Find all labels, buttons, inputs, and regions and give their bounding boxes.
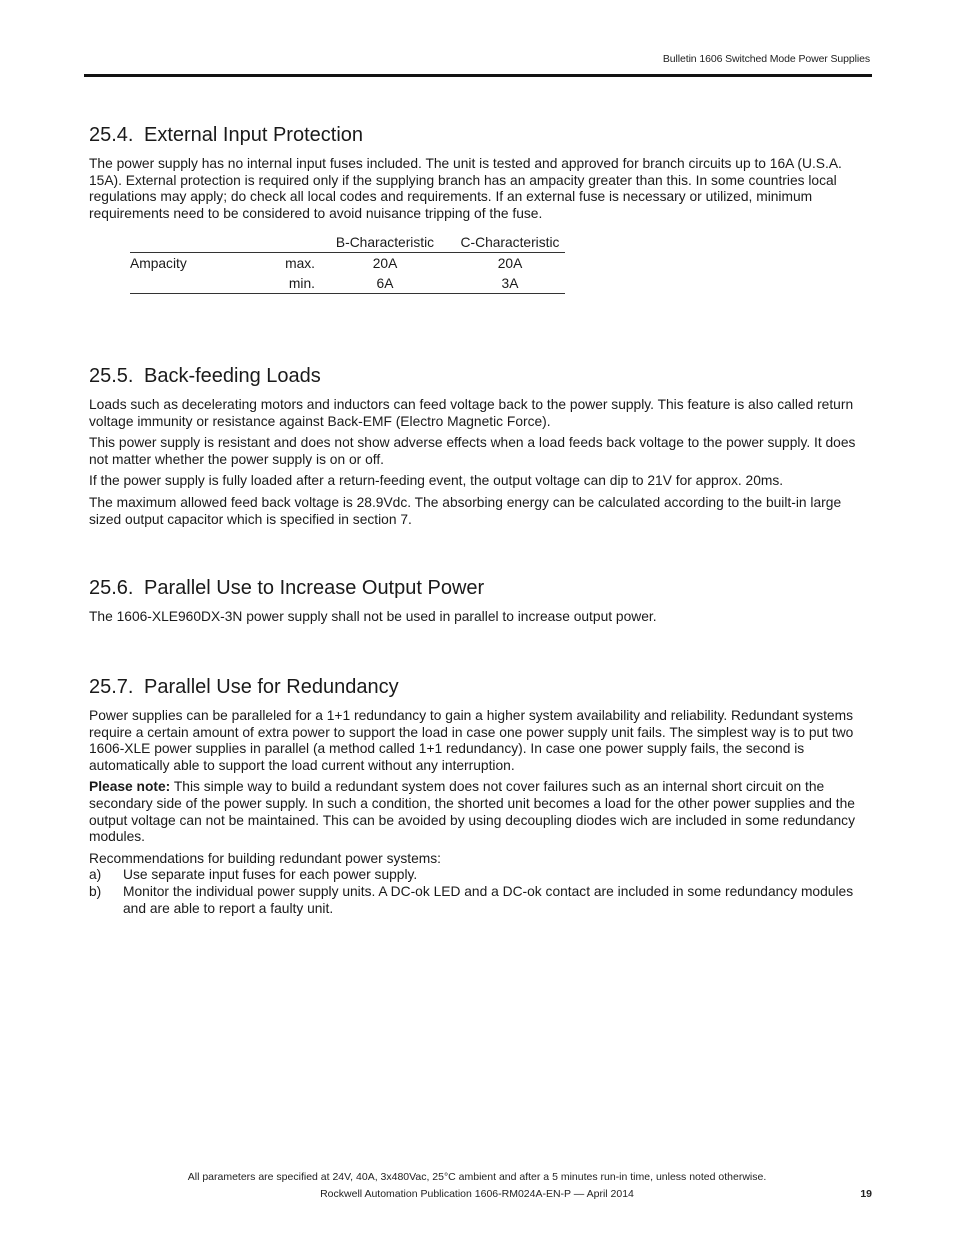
- table-cell-c: 20A: [497, 255, 523, 271]
- list-item: [89, 867, 869, 884]
- paragraph: The maximum allowed feed back voltage is 28.9Vdc. The absorbing energy can be calculated according to the built-in large sized output capacitor which is specified in section 7.: [89, 494, 842, 527]
- fuse-characteristic-table: [130, 232, 565, 294]
- note-paragraph: [89, 779, 869, 845]
- section-title-text: Parallel Use for Redundancy: [144, 676, 399, 698]
- paragraph: The power supply has no internal input fuses included. The unit is tested and approved for branch circuits up to 16A (U.S.A. 15A). External protection is required only if the supplying branch has an ampacity greater than this. In some countries local regulations may apply; do check all local codes and requirements. If an external fuse is necessary or utilized, minimum requirements need to be considered to avoid nuisance tripping of the fuse.: [89, 156, 842, 221]
- section-title-text: Parallel Use to Increase Output Power: [144, 577, 485, 599]
- table-cell-limit: max.: [285, 255, 315, 271]
- section-external-input-protection: [89, 124, 869, 294]
- section-title: [89, 365, 869, 388]
- list-text: Use separate input fuses for each power supply.: [123, 867, 418, 883]
- paragraph: This power supply is resistant and does not show adverse effects when a load feeds back voltage to the power supply. It does not matter whether the power supply is on or off.: [89, 435, 856, 467]
- note-label: Please note:: [89, 779, 171, 795]
- list-item: [89, 884, 869, 917]
- table-row: [130, 273, 565, 294]
- section-title: [89, 124, 869, 147]
- section-title-text: External Input Protection: [144, 124, 364, 146]
- table-cell-label: [130, 273, 250, 294]
- table-header-row: [130, 232, 565, 253]
- table-header-cell: [250, 232, 315, 253]
- note-text: This simple way to build a redundant system does not cover failures such as an internal short circuit on the secondary side of the power supply. In such a condition, the shorted unit becomes a load for the other power supplies and the output voltage can not be maintained. This can be avoided by using decoupling diodes wich are included in some redundancy modules.: [89, 779, 855, 845]
- section-parallel-use-output-power: [89, 577, 869, 631]
- list-marker: a): [89, 867, 102, 883]
- table-cell-label: Ampacity: [130, 255, 187, 271]
- footer-note: All parameters are specified at 24V, 40A, 3x480Vac, 25°C ambient and after a 5 minutes run-in time, unless noted otherwise.: [187, 1171, 767, 1183]
- header-rule: [84, 74, 872, 77]
- paragraph: Power supplies can be paralleled for a 1+1 redundancy to gain a higher system availability and reliability. Redundant systems require a certain amount of extra power to support the load in case one power supply unit fails. The simplest way is to put two 1606-XLE power supplies in parallel (a method called 1+1 redundancy). In case one power supply fails, the second is automatically able to support the load current without any interruption.: [89, 708, 854, 773]
- section-title-text: Back-feeding Loads: [144, 365, 321, 387]
- footer-publication: Rockwell Automation Publication 1606-RM024A-EN-P — April 2014: [320, 1188, 634, 1200]
- page-number: 19: [860, 1188, 872, 1200]
- section-back-feeding-loads: [89, 365, 869, 533]
- recommendations-intro: Recommendations for building redundant power systems:: [89, 850, 442, 866]
- table-header-cell: [130, 232, 250, 253]
- table-header-b: B-Characteristic: [315, 232, 455, 253]
- table-cell-limit: min.: [250, 273, 315, 294]
- section-title: [89, 676, 869, 699]
- section-number: 25.7.: [89, 676, 134, 698]
- section-number: 25.6.: [89, 577, 134, 599]
- section-parallel-use-redundancy: [89, 676, 869, 917]
- table-cell-c: 3A: [455, 273, 565, 294]
- section-number: 25.5.: [89, 365, 134, 387]
- list-text: Monitor the individual power supply units. A DC-ok LED and a DC-ok contact are included in some redundancy modules and are able to report a faulty unit.: [123, 883, 854, 916]
- table-cell-b: 6A: [315, 273, 455, 294]
- section-number: 25.4.: [89, 124, 134, 146]
- list-marker: b): [89, 883, 102, 899]
- table-header-c: C-Characteristic: [455, 232, 565, 253]
- header-bulletin: Bulletin 1606 Switched Mode Power Supplies: [662, 53, 870, 65]
- paragraph: Loads such as decelerating motors and inductors can feed voltage back to the power supply. This feature is also called return voltage immunity or resistance against Back-EMF (Electro Magnetic Force).: [89, 397, 854, 429]
- table-cell-b: 20A: [372, 255, 398, 271]
- section-title: [89, 577, 869, 600]
- paragraph: The 1606-XLE960DX-3N power supply shall not be used in parallel to increase output power.: [89, 609, 657, 624]
- paragraph: If the power supply is fully loaded after a return-feeding event, the output voltage can dip to 21V for approx. 20ms.: [89, 473, 784, 489]
- table-row: [130, 253, 565, 274]
